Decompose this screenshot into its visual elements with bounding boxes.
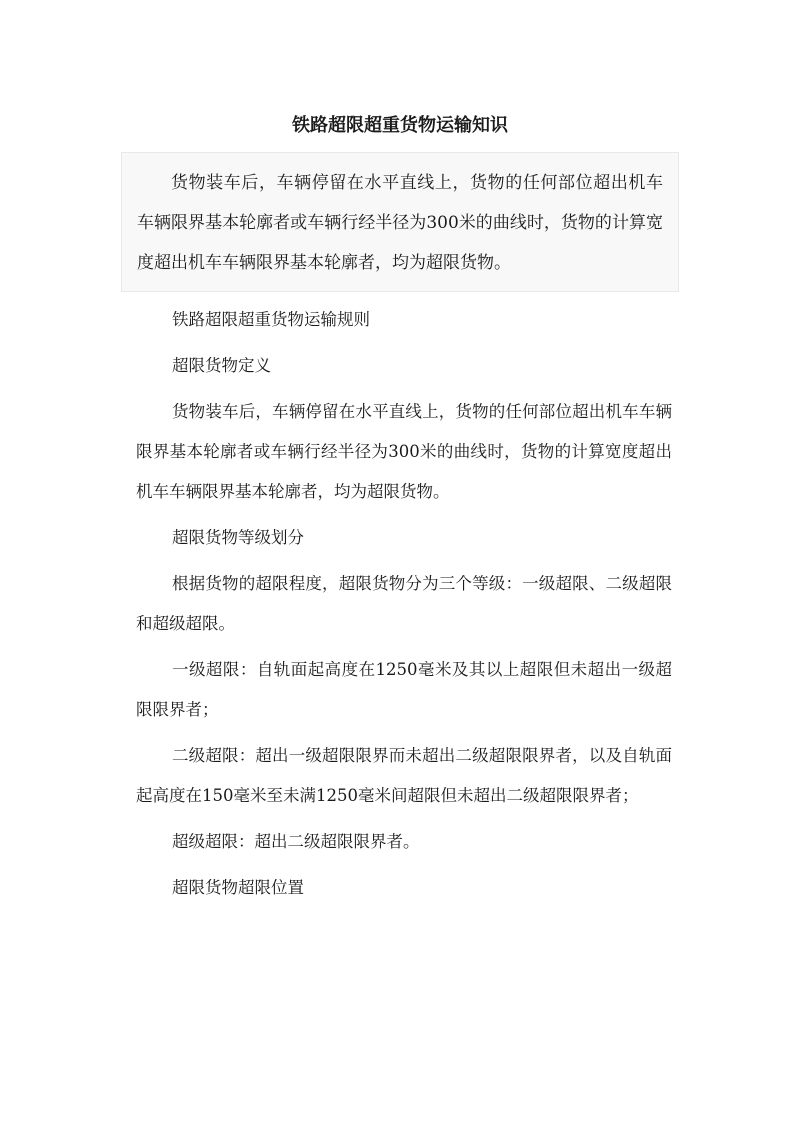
summary-text: 货物装车后，车辆停留在水平直线上，货物的任何部位超出机车车辆限界基本轮廓者或车辆行经半径为300米的曲线时，货物的计算宽度超出机车车辆限界基本轮廓者，均为超限货物。 — [137, 173, 663, 273]
section-heading-rules: 铁路超限超重货物运输规则 — [172, 310, 370, 329]
paragraph-level-one: 一级超限：自轨面起高度在1250毫米及其以上超限但未超出一级超限限界者； — [136, 660, 672, 719]
paragraph-levels: 根据货物的超限程度，超限货物分为三个等级：一级超限、二级超限和超级超限。 — [136, 574, 672, 633]
section-heading-position: 超限货物超限位置 — [172, 878, 304, 897]
summary-box — [121, 152, 679, 292]
document-title: 铁路超限超重货物运输知识 — [292, 115, 508, 136]
paragraph-definition: 货物装车后，车辆停留在水平直线上，货物的任何部位超出机车车辆限界基本轮廓者或车辆行经半径为300米的曲线时，货物的计算宽度超出机车车辆限界基本轮廓者，均为超限货物。 — [136, 402, 672, 501]
section-heading-levels: 超限货物等级划分 — [172, 528, 304, 547]
paragraph-level-two: 二级超限：超出一级超限限界而未超出二级超限限界者，以及自轨面起高度在150毫米至未满1250毫米间超限但未超出二级超限限界者； — [136, 746, 672, 805]
section-heading-definition: 超限货物定义 — [172, 356, 271, 375]
paragraph-super-level: 超级超限：超出二级超限限界者。 — [172, 832, 420, 851]
document-body — [136, 300, 672, 914]
